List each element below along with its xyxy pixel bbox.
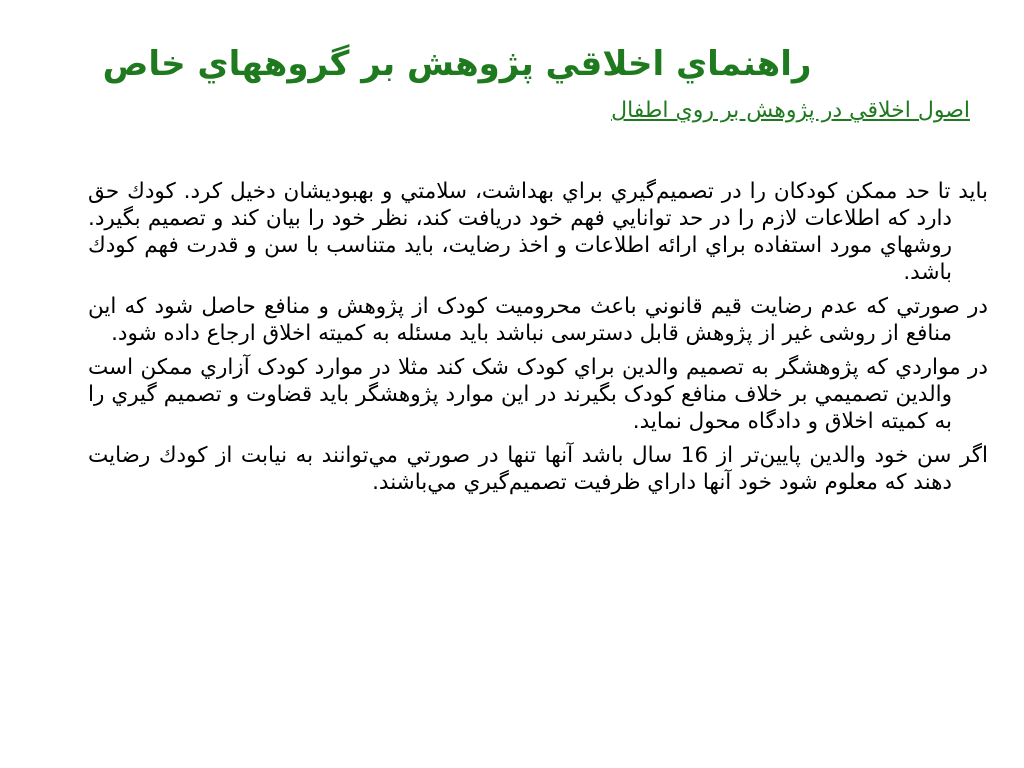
section-subtitle-link[interactable]: اصول اخلاقي در پژوهش بر روي اطفال: [611, 98, 970, 123]
slide-body: [88, 178, 988, 503]
paragraph-3: در مواردي كه پژوهشگر به تصميم والدين براي كودک شک كند مثلا در موارد كودک آزاري ممكن است والدين تصميمي بر خلاف منافع كودک بگيرند در اين موارد پژوهشگر بايد قضاوت و تصميم گيري را به كميته اخلاق و دادگاه محول نمايد.: [88, 355, 988, 434]
paragraph-4: اگر سن خود والدين پايين‌تر از 16 سال باشد آنها تنها در صورتي مي‌توانند به نيابت از كودك رضايت دهند كه معلوم شود خود آنها داراي ظرفيت تصميم‌گيري مي‌باشند.: [88, 443, 988, 495]
paragraph-1: بايد تا حد ممكن كودكان را در تصميم‌گيري براي بهداشت، سلامتي و بهبوديشان دخيل كرد. كودك حق دارد كه اطلاعات لازم را در حد توانايي فهم خود دريافت كند، نظر خود را بيان كند و تصميم بگيرد. روشهاي مورد استفاده براي ارائه اطلاعات و اخذ رضايت، بايد متناسب با سن و قدرت فهم كودك باشد.: [88, 179, 988, 285]
paragraph-2: در صورتي كه عدم رضايت قيم قانوني باعث محروميت كودک از پژوهش و منافع حاصل شود كه اين منافع از روشی غير از پژوهش قابل دسترسی نباشد بايد مسئله به كميته اخلاق ارجاع داده شود.: [88, 294, 988, 346]
slide-title: راهنماي اخلاقي پژوهش بر گروههاي خاص: [102, 44, 812, 84]
